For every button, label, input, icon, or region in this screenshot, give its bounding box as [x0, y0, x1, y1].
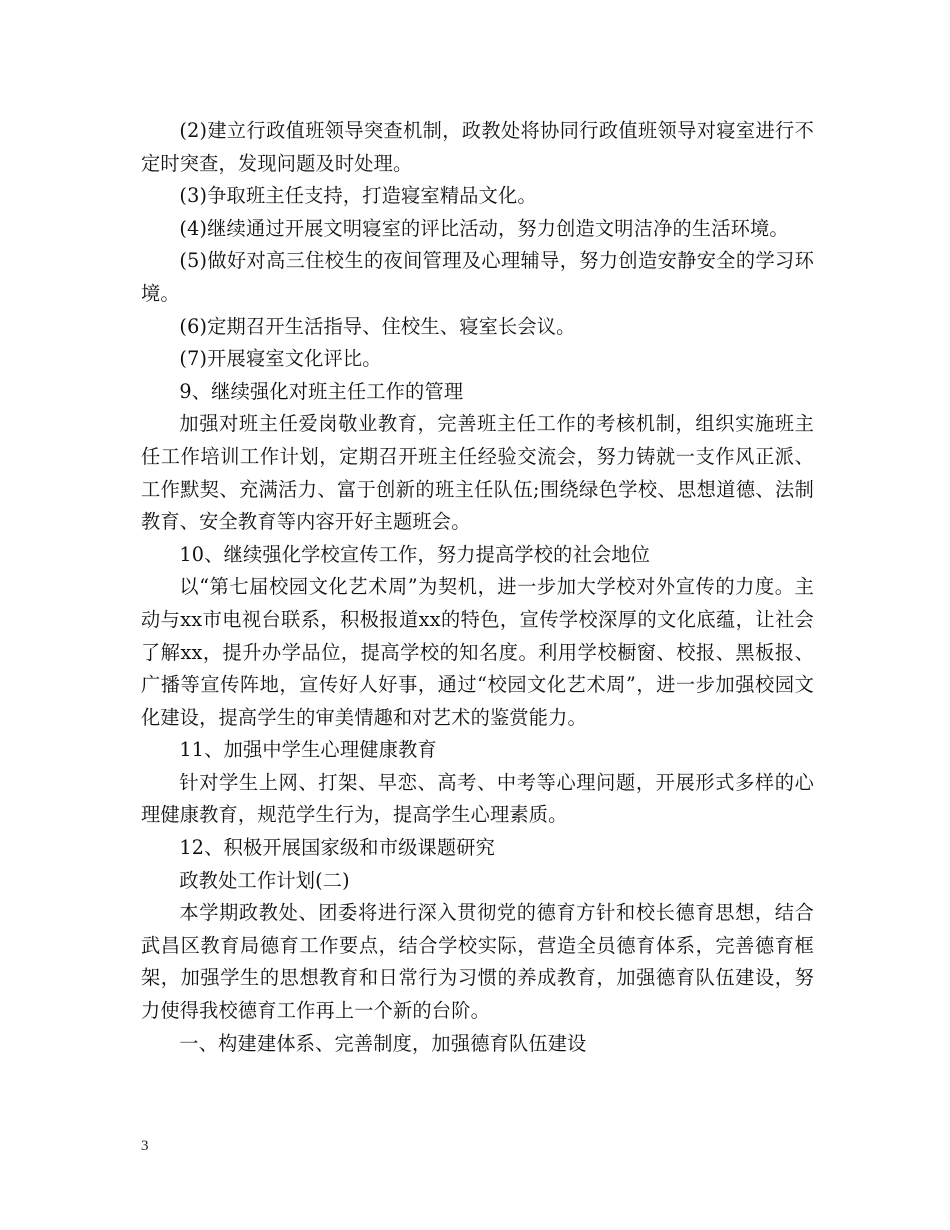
plan-two-title: 政教处工作计划(二) [179, 868, 350, 892]
paragraph-semester-overview: 本学期政教处、团委将进行深入贯彻党的德育方针和校长德育思想，结合武昌区教育局德育工作要点，结合学校实际，营造全员德育体系，完善德育框架，加强学生的思想教育和日常行为习惯的养成教育，加强德育队伍建设，努力使得我校德育工作再上一个新的台阶。 [141, 901, 814, 1023]
section-heading-12: 12、积极开展国家级和市级课题研究 [179, 836, 496, 860]
paragraph-item-4: (4)继续通过开展文明寝室的评比活动，努力创造文明洁净的生活环境。 [179, 216, 789, 240]
paragraph-item-2: (2)建立行政值班领导突查机制，政教处将协同行政值班领导对寝室进行不定时突查，发现问题及时处理。 [141, 119, 814, 175]
section-heading-9: 9、继续强化对班主任工作的管理 [179, 379, 464, 403]
document-body [141, 115, 814, 1060]
paragraph-class-teacher-management: 加强对班主任爱岗敬业教育，完善班主任工作的考核机制，组织实施班主任工作培训工作计划，定期召开班主任经验交流会，努力铸就一支作风正派、工作默契、充满活力、富于创新的班主任队伍;围绕绿色学校、思想道德、法制教育、安全教育等内容开好主题班会。 [141, 412, 814, 534]
paragraph-item-6: (6)定期召开生活指导、住校生、寝室长会议。 [179, 314, 576, 338]
section-heading-10: 10、继续强化学校宣传工作，努力提高学校的社会地位 [179, 542, 651, 566]
paragraph-item-3: (3)争取班主任支持，打造寝室精品文化。 [179, 184, 537, 208]
section-heading-11: 11、加强中学生心理健康教育 [179, 738, 437, 762]
paragraph-mental-health: 针对学生上网、打架、早恋、高考、中考等心理问题，开展形式多样的心理健康教育，规范学生行为，提高学生心理素质。 [141, 770, 814, 827]
paragraph-item-5: (5)做好对高三住校生的夜间管理及心理辅导，努力创造安静安全的学习环境。 [141, 249, 814, 305]
page-number: 3 [141, 1138, 149, 1154]
paragraph-school-publicity: 以“第七届校园文化艺术周”为契机，进一步加大学校对外宣传的力度。主动与xx市电视台联系，积极报道xx的特色，宣传学校深厚的文化底蕴，让社会了解xx，提升办学品位，提高学校的知名度。利用学校橱窗、校报、黑板报、广播等宣传阵地，宣传好人好事，通过“校园文化艺术周”，进一步加强校园文化建设，提高学生的审美情趣和对艺术的鉴赏能力。 [141, 575, 814, 729]
paragraph-item-7: (7)开展寝室文化评比。 [179, 347, 382, 371]
section-heading-one: 一、构建建体系、完善制度，加强德育队伍建设 [179, 1031, 587, 1055]
